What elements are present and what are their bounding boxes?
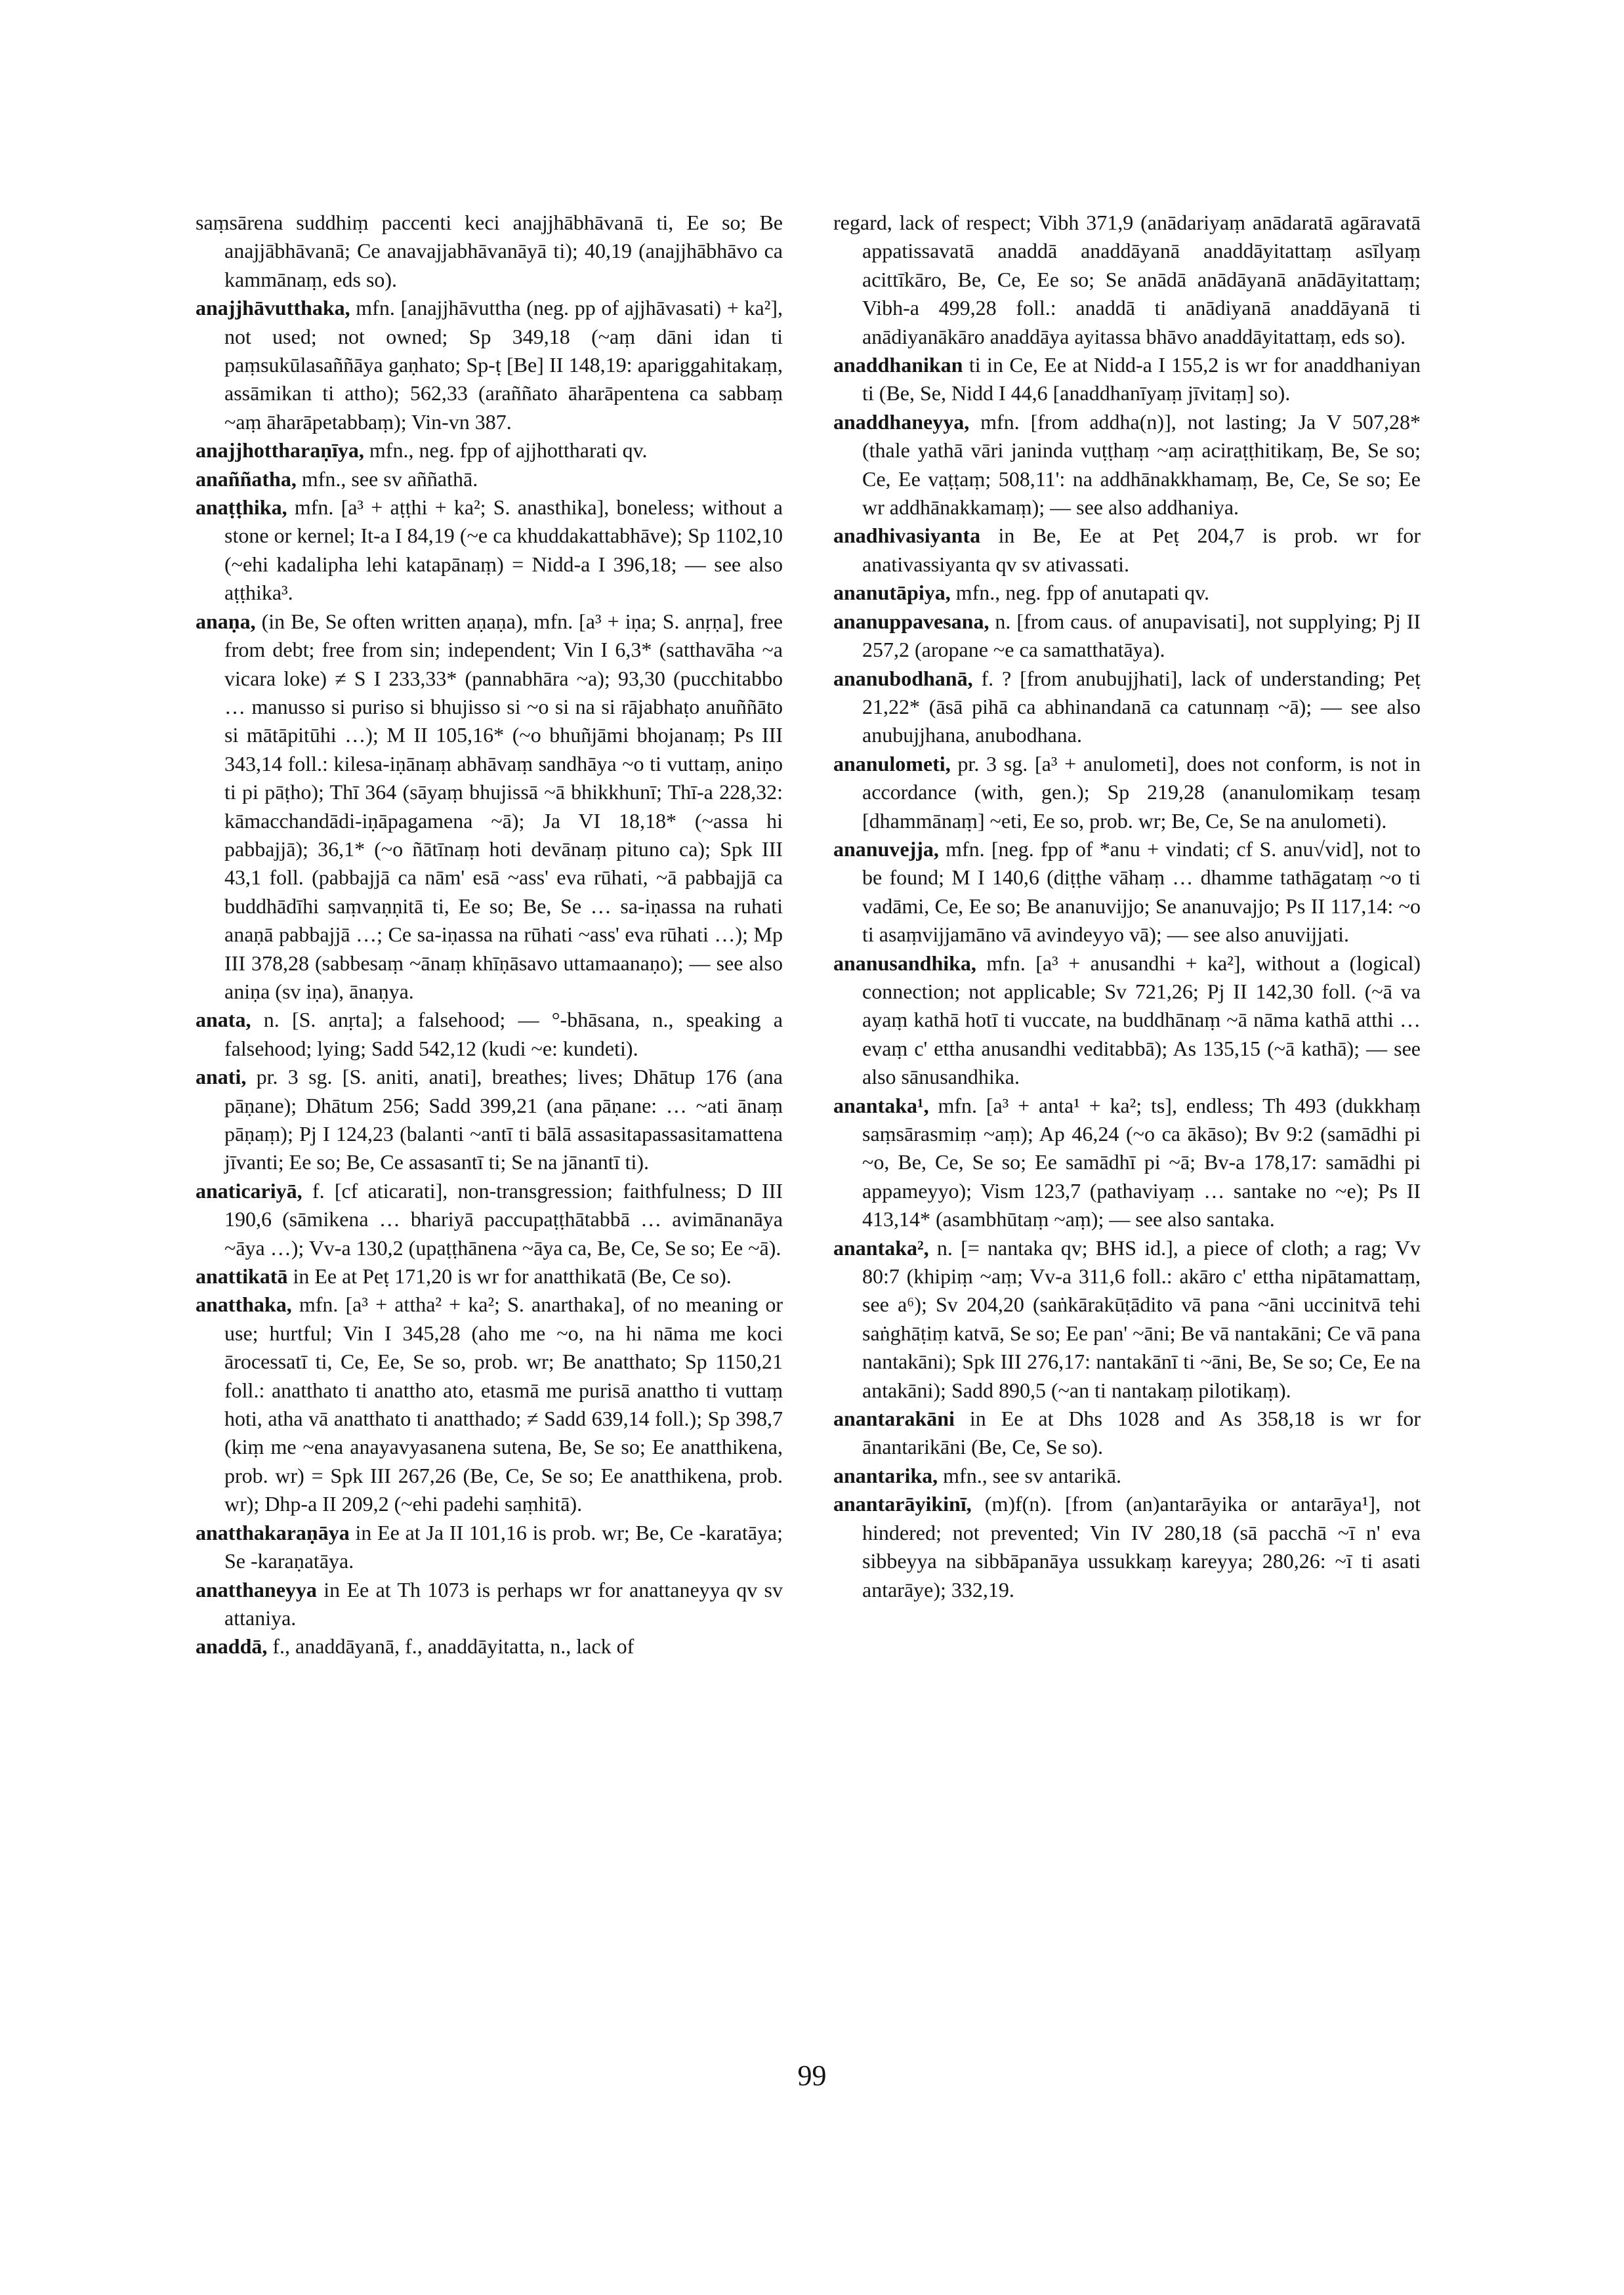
headword: ananubodhanā, bbox=[833, 666, 973, 690]
headword: anaṭṭhika, bbox=[196, 495, 287, 520]
dictionary-entry bbox=[833, 351, 1421, 408]
entry-body: f. [cf aticarati], non-transgression; faithfulness; D III 190,6 (sāmikena … bhariyā paccupaṭṭhātabbā … avimānanāya ~āya …); Vv-a 130,2 (upaṭṭhānena ~āya ca, Be, Ce, Se so; Ee ~ā). bbox=[224, 1178, 783, 1260]
entry-body: mfn. [neg. fpp of *anu + vindati; cf S. anu√vid], not to be found; M I 140,6 (diṭṭhe vāhaṃ … dhamme tathāgataṃ ~o ti vadāmi, Ce, Ee so; Be ananuvijjo; Se ananuvajjo; Ps II 117,14: ~o ti asaṃvijjamāno vā avindeyyo vā); — see also anuvijjati. bbox=[862, 837, 1421, 947]
headword: ananulometi, bbox=[833, 751, 951, 775]
headword: anatthakaraṇāya bbox=[196, 1520, 350, 1544]
dictionary-entry bbox=[833, 408, 1421, 522]
dictionary-entry bbox=[833, 665, 1421, 750]
entry-body: n. [from caus. of anupavisati], not supplying; Pj II 257,2 (aropane ~e ca samatthatāya). bbox=[862, 609, 1421, 662]
dictionary-entry bbox=[833, 1234, 1421, 1405]
dictionary-entry bbox=[196, 1177, 783, 1262]
entry-body: in Ee at Peṭ 171,20 is wr for anatthikatā (Be, Ce so). bbox=[293, 1264, 732, 1289]
dictionary-entry bbox=[196, 294, 783, 436]
dictionary-entry bbox=[196, 1632, 783, 1661]
entry-body: mfn. [anajjhāvuttha (neg. pp of ajjhāvasati) + ka²], not used; not owned; Sp 349,18 (~aṃ dāni idan ti paṃsukūlasaññāya gaṇhato; Sp-ṭ [Be] II 148,19: apariggahitakaṃ, assāmikan ti attho); 562,33 (araññato āharāpentena ca sabbaṃ ~aṃ āharāpetabbaṃ); Vin-vn 387. bbox=[224, 296, 783, 434]
headword: anaddhaneyya, bbox=[833, 409, 970, 434]
dictionary-entry bbox=[833, 835, 1421, 949]
dictionary-entry bbox=[196, 493, 783, 608]
entry-body: in Ee at Dhs 1028 and As 358,18 is wr for ānantarikāni (Be, Ce, Se so). bbox=[862, 1407, 1421, 1459]
headword: anata, bbox=[196, 1008, 251, 1032]
dictionary-entry bbox=[833, 579, 1421, 607]
headword: anantaka¹, bbox=[833, 1093, 929, 1117]
headword: anantaka², bbox=[833, 1235, 929, 1260]
entry-body: regard, lack of respect; Vibh 371,9 (anādariyaṃ anādaratā agāravatā appatissavatā anaddā anaddāyanā anaddāyitattaṃ asīlyaṃ acittīkāro, Be, Ce, Ee so; Se anādā anādāyanā anādāyitattaṃ; Vibh-a 499,28 foll.: anaddā ti anādiyanā anaddāyanā ti anādiyanākāro anaddāya ayitassa bhāvo anaddāyitattaṃ, eds so). bbox=[833, 211, 1421, 348]
dictionary-entry bbox=[833, 209, 1421, 351]
entry-body: mfn. [a³ + aṭṭhi + ka²; S. anasthika], boneless; without a stone or kernel; It-a I 84,19 (~e ca khuddakattabhāve); Sp 1102,10 (~ehi kadalipha lehi katapānaṃ) = Nidd-a I 396,18; — see also aṭṭhika³. bbox=[224, 495, 783, 605]
entry-body: in Ee at Ja II 101,16 is prob. wr; Be, Ce -karatāya; Se -karaṇatāya. bbox=[224, 1520, 783, 1573]
dictionary-entry bbox=[833, 608, 1421, 665]
entry-body: mfn., see sv antarikā. bbox=[943, 1463, 1122, 1487]
entry-body: mfn., neg. fpp of ajjhottharati qv. bbox=[369, 438, 648, 463]
entry-body: mfn., neg. fpp of anutapati qv. bbox=[955, 581, 1209, 605]
entry-body: mfn. [from addha(n)], not lasting; Ja V 507,28* (thale yathā vāri janinda vuṭṭhaṃ ~aṃ aciraṭṭhitikaṃ, Be, Se so; Ce, Ee vaṭṭaṃ; 508,11': na addhānakkhamaṃ, Be, Ce, Se so; Ee wr addhānakkamaṃ); — see also addhaniya. bbox=[862, 409, 1421, 520]
headword: anantarika, bbox=[833, 1463, 938, 1487]
headword: anantarāyikinī, bbox=[833, 1492, 972, 1516]
dictionary-entry bbox=[196, 465, 783, 493]
headword: anantarakāni bbox=[833, 1407, 955, 1431]
entry-body: in Be, Ee at Peṭ 204,7 is prob. wr for anativassiyanta qv sv ativassati. bbox=[862, 524, 1421, 576]
entry-body: mfn. [a³ + anta¹ + ka²; ts], endless; Th 493 (dukkhaṃ saṃsārasmiṃ ~aṃ); Ap 46,24 (~o ca ākāso); Bv 9:2 (samādhi pi ~o, Be, Ce, Se so; Ee samādhī pi ~ā; Bv-a 178,17: samādhi pi appameyyo); Vism 123,7 (pathaviyaṃ … santake no ~e); Ps II 413,14* (asambhūtaṃ ~aṃ); — see also santaka. bbox=[862, 1093, 1421, 1231]
headword: anaddā, bbox=[196, 1634, 268, 1659]
headword: anatthaka, bbox=[196, 1292, 292, 1317]
dictionary-entry bbox=[196, 209, 783, 294]
entry-body: (m)f(n). [from (an)antarāyika or antarāya¹], not hindered; not prevented; Vin IV 280,18 (sā pacchā ~ī n' eva sibbeyya na sibbāpanāya ussukkaṃ kareyya; 280,26: ~ī ti asati antarāye); 332,19. bbox=[862, 1492, 1421, 1602]
headword: ananutāpiya, bbox=[833, 581, 951, 605]
headword: ananusandhika, bbox=[833, 951, 976, 975]
dictionary-entry bbox=[196, 1006, 783, 1063]
dictionary-entry bbox=[833, 1092, 1421, 1234]
entry-body: mfn. [a³ + attha² + ka²; S. anarthaka], of no meaning or use; hurtful; Vin I 345,28 (aho me ~o, na hi nāma me koci ārocessatī ti, Ce, Ee, Se so, prob. wr; Be anatthato; Sp 1150,21 foll.: anatthato ti anattho ato, etasmā me purisā anattho ti vuttaṃ hoti, atha vā anatthato ti anatthado; ≠ Sadd 639,14 foll.); Sp 398,7 (kiṃ me ~ena anayavyasanena sutena, Be, Se so; Ee anatthikena, prob. wr) = Spk III 267,26 (Be, Ce, Se so; Ee anatthikena, prob. wr); Dhp-a II 209,2 (~ehi padehi saṃhitā). bbox=[224, 1292, 783, 1516]
headword: ananuppavesana, bbox=[833, 609, 989, 633]
entry-body: n. [= nantaka qv; BHS id.], a piece of cloth; a rag; Vv 80:7 (khipiṃ ~aṃ; Vv-a 311,6 foll.: akāro c' ettha nipātamattaṃ, see a⁶); Sv 204,20 (saṅkārakūṭādito vā pana ~āni uccinitvā tehi saṅghāṭiṃ katvā, Se so; Ee pan' ~āni; Be vā nantakāni; Ce vā pana nantakāni); Spk III 276,17: nantakānī ti ~āni, Be, Se so; Ce, Ee na antakāni); Sadd 890,5 (~an ti nantakaṃ pilotikaṃ). bbox=[862, 1235, 1421, 1402]
dictionary-entry bbox=[196, 1291, 783, 1518]
entry-body: saṃsārena suddhiṃ paccenti keci anajjhābhāvanā ti, Ee so; Be anajjābhāvanā; Ce anavajjabhāvanāyā ti); 40,19 (anajjhābhāvo ca kammānaṃ, eds so). bbox=[196, 211, 783, 291]
headword: anajjhottharaṇīya, bbox=[196, 438, 364, 463]
entry-body: ti in Ce, Ee at Nidd-a I 155,2 is wr for anaddhaniyan ti (Be, Se, Nidd I 44,6 [anaddhanīyaṃ jīvitaṃ] so). bbox=[862, 353, 1421, 405]
right-column bbox=[833, 209, 1421, 1604]
entry-body: (in Be, Se often written aṇaṇa), mfn. [a³ + iṇa; S. anṛṇa], free from debt; free from sin; independent; Vin I 6,3* (satthavāha ~a vicara loke) ≠ S I 233,33* (pannabhāra ~a); 93,30 (pucchitabbo … manusso si puriso si bhujisso si ~o si na si rājabhaṭo anuññāto si mātāpitūhi …); M II 105,16* (~o bhuñjāmi bhojanaṃ; Ps III 343,14 foll.: kilesa-iṇānaṃ abhāvaṃ sandhāya ~o ti vuttaṃ, aniṇo ti pi pāṭho); Thī 364 (sāyaṃ bhujissā ~ā bhikkhunī; Thī-a 228,32: kāmacchandādi-iṇāpagamena ~ā); Ja VI 18,18* (~assa hi pabbajjā); 36,1* (~o ñātīnaṃ hoti devānaṃ pituno ca); Spk III 43,1 foll. (pabbajjā ca nām' esā ~ass' eva rūhati, ~ā pabbajjā ca buddhādīhi saṃvaṇṇitā ti, Ee so; Be, Se … sa-iṇassa na ruhati anaṇā pabbajjā …; Ce sa-iṇassa na rūhati ~ass' eva rūhati …); Mp III 378,28 (sabbesaṃ ~ānaṃ khīṇāsavo uttamaanaṇo); — see also aniṇa (sv iṇa), ānaṇya. bbox=[224, 609, 783, 1003]
headword: anaddhanikan bbox=[833, 353, 963, 377]
dictionary-entry bbox=[833, 1462, 1421, 1490]
entry-body: f. ? [from anubujjhati], lack of understanding; Peṭ 21,22* (āsā pihā ca abhinandanā ca catunnaṃ ~ā); — see also anubujjhana, anubodhana. bbox=[862, 666, 1421, 747]
dictionary-entry bbox=[833, 1405, 1421, 1462]
left-column bbox=[196, 209, 783, 1661]
entry-body: in Ee at Th 1073 is perhaps wr for anattaneyya qv sv attaniya. bbox=[224, 1577, 783, 1630]
headword: anajjhāvutthaka, bbox=[196, 296, 350, 320]
dictionary-entry bbox=[196, 608, 783, 1006]
headword: anatthaneyya bbox=[196, 1577, 317, 1602]
dictionary-entry bbox=[196, 1576, 783, 1633]
headword: ananuvejja, bbox=[833, 837, 939, 861]
dictionary-entry bbox=[833, 1490, 1421, 1604]
entry-body: pr. 3 sg. [S. aniti, anati], breathes; lives; Dhātup 176 (ana pāṇane); Dhātum 256; Sadd 399,21 (ana pāṇane: … ~ati ānaṃ pāṇaṃ); Pj I 124,23 (balanti ~antī ti bālā assasitapassasitamattena jīvanti; Ee so; Be, Ce assasantī ti; Se na jānantī ti). bbox=[224, 1065, 783, 1174]
entry-body: n. [S. anṛta]; a falsehood; — °-bhāsana, n., speaking a falsehood; lying; Sadd 542,12 (kudi ~e: kundeti). bbox=[224, 1008, 783, 1060]
dictionary-entry bbox=[196, 436, 783, 465]
dictionary-entry bbox=[196, 1063, 783, 1177]
dictionary-entry bbox=[196, 1519, 783, 1576]
entry-body: mfn., see sv aññathā. bbox=[301, 466, 478, 491]
headword: anaticariyā, bbox=[196, 1178, 302, 1203]
headword: anati, bbox=[196, 1065, 247, 1089]
headword: anattikatā bbox=[196, 1264, 288, 1289]
dictionary-entry bbox=[196, 1262, 783, 1291]
dictionary-entry bbox=[833, 522, 1421, 579]
headword: anaññatha, bbox=[196, 466, 297, 491]
page-number: 99 bbox=[797, 2059, 827, 2092]
dictionary-entry bbox=[833, 750, 1421, 835]
headword: anadhivasiyanta bbox=[833, 524, 981, 548]
entry-body: pr. 3 sg. [a³ + anulometi], does not conform, is not in accordance (with, gen.); Sp 219,28 (ananulomikaṃ tesaṃ [dhammānaṃ] ~eti, Ee so, prob. wr; Be, Ce, Se na anulometi). bbox=[862, 751, 1421, 833]
entry-body: f., anaddāyanā, f., anaddāyitatta, n., lack of bbox=[272, 1634, 635, 1659]
dictionary-entry bbox=[833, 949, 1421, 1092]
entry-body: mfn. [a³ + anusandhi + ka²], without a (logical) connection; not applicable; Sv 721,26; Pj II 142,30 foll. (~ā va ayaṃ kathā hotī ti vuccate, na buddhānaṃ ~ā nāma kathā atthi … evaṃ c' ettha anusandhi veditabbā); As 135,15 (~ā kathā); — see also sānusandhika. bbox=[862, 951, 1421, 1089]
headword: anaṇa, bbox=[196, 609, 256, 633]
